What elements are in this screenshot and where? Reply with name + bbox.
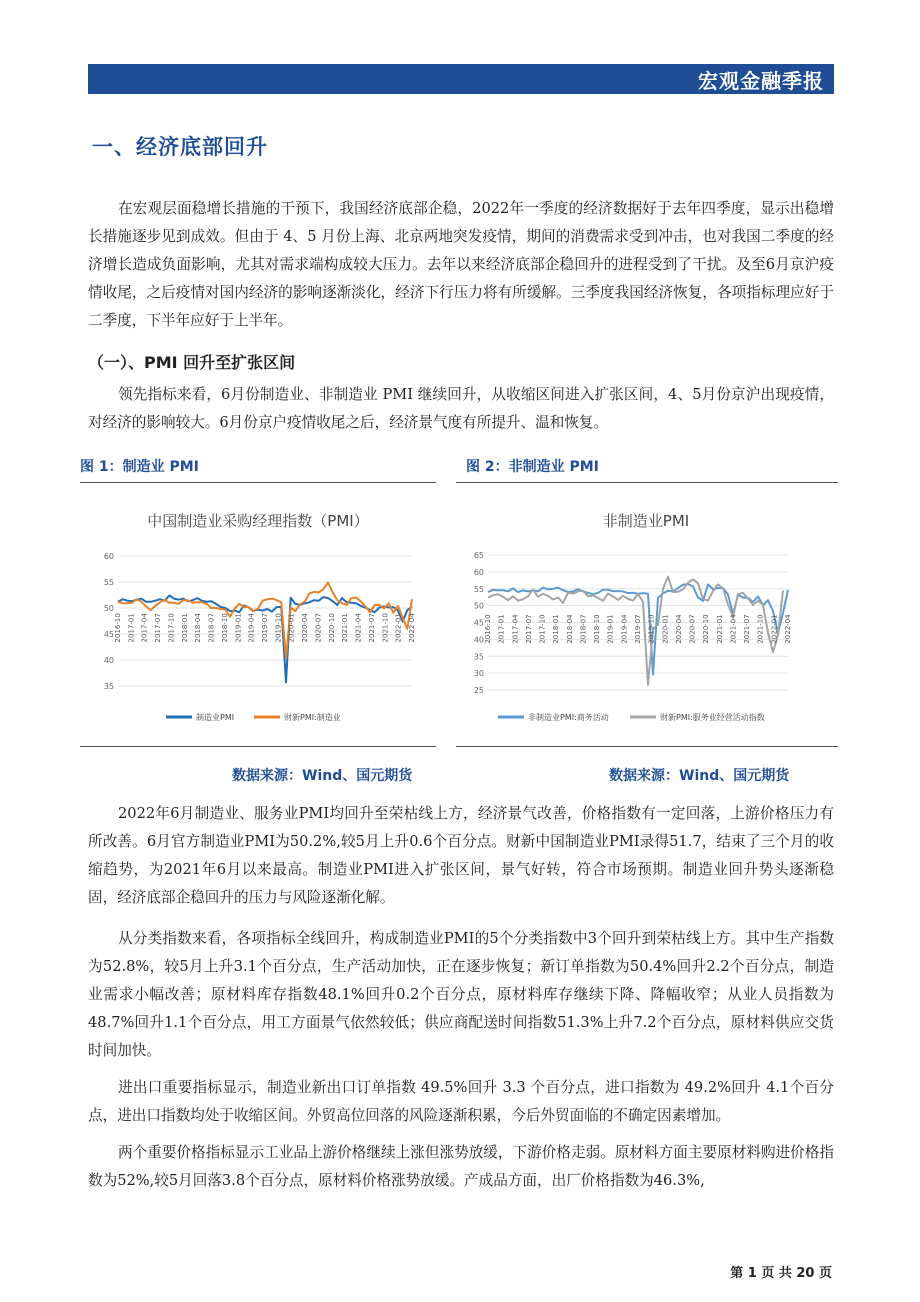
- figure1-label: 图 1：制造业 PMI: [80, 459, 199, 475]
- x-tick-label: 2017-04: [511, 614, 520, 644]
- x-tick-label: 2018-04: [194, 613, 203, 643]
- manufacturing-pmi-chart: [80, 490, 436, 740]
- y-tick-label: 35: [103, 682, 114, 691]
- y-tick-label: 65: [473, 551, 484, 560]
- figure2-top-rule: [456, 482, 838, 483]
- x-tick-label: 2019-07: [634, 614, 642, 644]
- y-tick-label: 45: [103, 630, 114, 639]
- chart2-title: 非制造业PMI: [602, 512, 690, 530]
- legend-label-0: 非制造业PMI:商务活动: [528, 713, 609, 722]
- x-tick-label: 2018-07: [579, 614, 588, 644]
- x-tick-label: 2020-01: [661, 614, 670, 644]
- x-tick-label: 2021-01: [715, 614, 724, 644]
- x-tick-label: 2021-10: [756, 614, 765, 644]
- x-tick-label: 2019-10: [274, 613, 283, 643]
- x-tick-label: 2020-10: [702, 614, 711, 644]
- x-tick-label: 2021-07: [367, 613, 376, 643]
- x-tick-label: 2021-07: [743, 614, 752, 644]
- x-tick-label: 2020-10: [327, 613, 336, 643]
- y-tick-label: 40: [473, 635, 484, 645]
- x-tick-label: 2018-01: [180, 613, 189, 643]
- report-title: 宏观金融季报: [698, 69, 824, 93]
- x-tick-label: 2017-01: [127, 613, 136, 643]
- x-tick-label: 2019-10: [647, 614, 656, 644]
- y-tick-label: 60: [103, 552, 114, 561]
- y-tick-label: 50: [103, 604, 114, 613]
- non-manufacturing-pmi-chart: [456, 490, 838, 740]
- x-tick-label: 2022-04: [408, 613, 416, 643]
- x-tick-label: 2020-04: [674, 614, 683, 644]
- figure2-source: 数据来源：Wind、国元期货: [609, 768, 790, 784]
- x-tick-label: 2022-01: [770, 614, 779, 644]
- figure1-bottom-rule: [80, 746, 436, 747]
- x-tick-label: 2018-07: [207, 613, 216, 643]
- x-tick-label: 2019-04: [620, 614, 629, 644]
- paragraph-prices: 两个重要价格指标显示工业品上游价格继续上涨但涨势放缓，下游价格走弱。原材料方面主要原材料购进价格指数为52%,较5月回落3.8个百分点，原材料价格涨势放缓。产成品方面，出厂价格指数为46.3%,: [88, 1144, 834, 1189]
- subheading-pmi: （一）、PMI 回升至扩张区间: [88, 353, 296, 372]
- paragraph-leading-indicators: 领先指标来看，6月份制造业、非制造业 PMI 继续回升，从收缩区间进入扩张区间，4、5月份京沪出现疫情，对经济的影响较大。6月份京户疫情收尾之后，经济景气度有所提升、温和恢复。: [88, 386, 834, 431]
- figure1-top-rule: [80, 482, 436, 483]
- figure2-label: 图 2：非制造业 PMI: [466, 459, 599, 475]
- x-tick-label: 2017-10: [167, 613, 176, 643]
- x-tick-label: 2022-01: [394, 613, 403, 643]
- x-tick-label: 2016-10: [114, 613, 122, 643]
- x-tick-label: 2021-10: [381, 613, 390, 643]
- paragraph-june-pmi: 2022年6月制造业、服务业PMI均回升至荣枯线上方，经济景气改善，价格指数有一定回落，上游价格压力有所改善。6月官方制造业PMI为50.2%,较5月上升0.6个百分点。财新中国制造业PMI录得51.7，结束了三个月的收缩趋势，为2021年6月以来最高。制造业PMI进入扩张区间，景气好转，符合市场预期。制造业回升势头逐渐稳固，经济底部企稳回升的压力与风险逐渐化解。: [88, 805, 834, 906]
- paragraph-intro: 在宏观层面稳增长措施的干预下，我国经济底部企稳，2022年一季度的经济数据好于去年四季度，显示出稳增长措施逐步见到成效。但由于 4、5 月份上海、北京两地突发疫情，期间的消费需求受到冲击，也对我国二季度的经济增长造成负面影响，尤其对需求端构成较大压力。去年以来经济底部企稳回升的进程受到了干扰。及至6月京沪疫情收尾，之后疫情对国内经济的影响逐渐淡化，经济下行压力将有所缓解。三季度我国经济恢复，各项指标理应好于二季度，下半年应好于上半年。: [88, 200, 834, 329]
- x-tick-label: 2020-07: [314, 613, 323, 643]
- y-tick-label: 35: [473, 652, 484, 662]
- page-number: 第 1 页 共 20 页: [730, 1266, 832, 1281]
- x-tick-label: 2018-04: [565, 614, 574, 644]
- x-tick-label: 2018-10: [593, 614, 602, 644]
- x-tick-label: 2019-07: [261, 613, 269, 643]
- y-tick-label: 50: [473, 601, 484, 611]
- x-tick-label: 2017-07: [154, 613, 163, 643]
- x-tick-label: 2018-01: [552, 614, 561, 644]
- header-bar: [88, 64, 834, 94]
- x-tick-label: 2017-07: [524, 614, 533, 644]
- x-tick-label: 2017-04: [140, 613, 149, 643]
- paragraph-sub-indices: 从分类指数来看，各项指标全线回升，构成制造业PMI的5个分类指数中3个回升到荣枯线上方。其中生产指数为52.8%，较5月上升3.1个百分点，生产活动加快，正在逐步恢复；新订单指数为50.4%回升2.2个百分点，制造业需求小幅改善；原材料库存指数48.1%回升0.2个百分点，原材料库存继续下降、降幅收窄；从业人员指数为48.7%回升1.1个百分点，用工方面景气依然较低；供应商配送时间指数51.3%上升7.2个百分点，原材料供应交货时间加快。: [88, 930, 834, 1059]
- y-tick-label: 30: [473, 669, 484, 679]
- x-tick-label: 2017-10: [538, 614, 547, 644]
- chart1-title: 中国制造业采购经理指数（PMI）: [147, 512, 369, 530]
- figure1-source: 数据来源：Wind、国元期货: [232, 768, 413, 784]
- y-tick-label: 55: [473, 584, 484, 594]
- y-tick-label: 40: [103, 656, 114, 665]
- x-tick-label: 2020-04: [301, 613, 310, 643]
- legend-label-0: 制造业PMI: [196, 713, 235, 722]
- paragraph-trade: 进出口重要指标显示，制造业新出口订单指数 49.5%回升 3.3 个百分点，进口指数为 49.2%回升 4.1个百分点，进出口指数均处于收缩区间。外贸高位回落的风险逐渐积累，今后外贸面临的不确定因素增加。: [88, 1079, 834, 1124]
- x-tick-label: 2016-10: [484, 614, 492, 644]
- y-tick-label: 55: [103, 578, 114, 587]
- y-tick-label: 25: [473, 686, 484, 695]
- y-tick-label: 60: [473, 567, 484, 577]
- legend-label-1: 财新PMI:服务业经营活动指数: [660, 713, 765, 722]
- x-tick-label: 2021-01: [341, 613, 350, 643]
- x-tick-label: 2018-10: [220, 613, 229, 643]
- figure2-bottom-rule: [456, 746, 838, 747]
- x-tick-label: 2019-04: [247, 613, 256, 643]
- x-tick-label: 2019-01: [606, 614, 615, 644]
- x-tick-label: 2021-04: [354, 613, 363, 643]
- x-tick-label: 2017-01: [497, 614, 506, 644]
- section-title: 一、经济底部回升: [92, 135, 268, 159]
- x-tick-label: 2019-01: [234, 613, 243, 643]
- y-tick-label: 45: [473, 618, 484, 628]
- x-tick-label: 2021-04: [729, 614, 738, 644]
- x-tick-label: 2020-01: [287, 613, 296, 643]
- legend-label-1: 财新PMI:制造业: [284, 713, 341, 722]
- x-tick-label: 2022-04: [784, 614, 792, 644]
- x-tick-label: 2020-07: [688, 614, 697, 644]
